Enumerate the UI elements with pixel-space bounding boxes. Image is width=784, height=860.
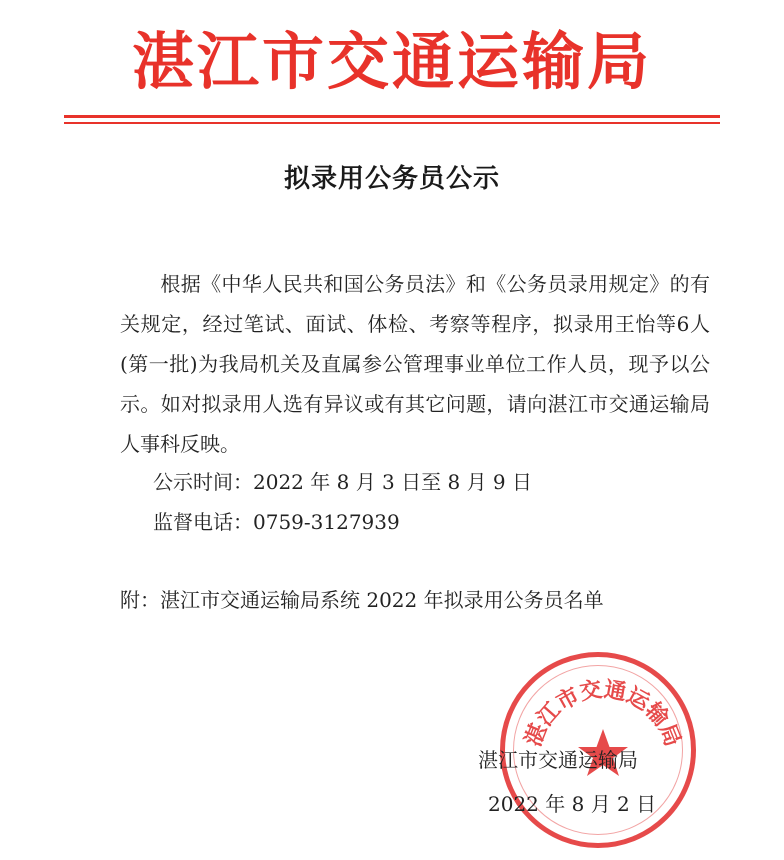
signature-organization: 湛江市交通运输局 xyxy=(478,748,638,772)
document-body-text: 根据《中华人民共和国公务员法》和《公务员录用规定》的有关规定，经过笔试、面试、体检、考察等程序，拟录用王怡等6人(第一批)为我局机关及直属参公管理事业单位工作人员，现予以公示。如对拟录用人选有异议或有其它问题，请向湛江市交通运输局人事科反映。 xyxy=(120,272,710,456)
document-body xyxy=(120,264,710,464)
publicity-period: 公示时间：2022 年 8 月 3 日至 8 月 9 日 xyxy=(153,470,533,494)
letterhead-divider-thin xyxy=(64,122,720,124)
document-title: 拟录用公务员公示 xyxy=(283,164,500,194)
letterhead-divider-thick xyxy=(64,115,720,118)
attachment-line: 附：湛江市交通运输局系统 2022 年拟录用公务员名单 xyxy=(120,588,604,612)
seal-text-path: 湛江市交通运输局 xyxy=(520,677,686,751)
letterhead-org-name: 湛江市交通运输局 xyxy=(131,25,652,98)
signature-date: 2022 年 8 月 2 日 xyxy=(488,792,657,816)
supervision-phone: 监督电话：0759-3127939 xyxy=(153,510,400,534)
